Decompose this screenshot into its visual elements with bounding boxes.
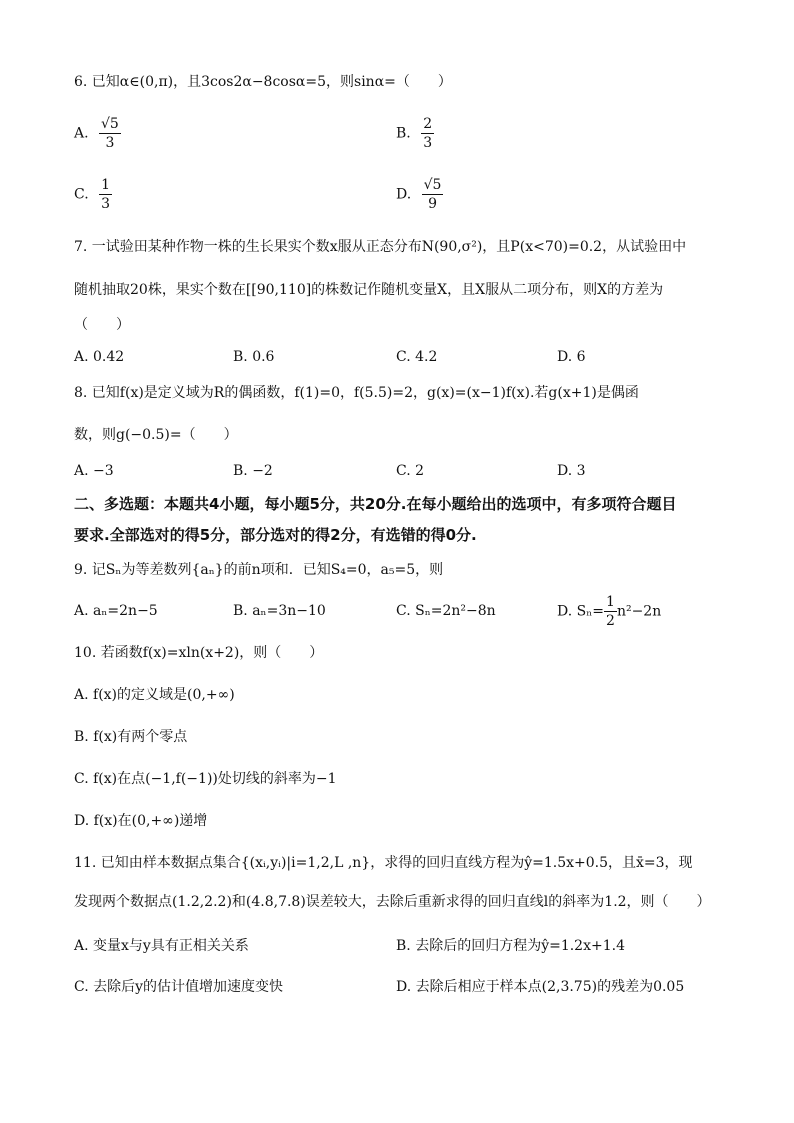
q7-line-2: 随机抽取20株，果实个数在[[90,110]的株数记作随机变量X，且X服从二项分布，则X的方差为 (74, 282, 664, 298)
denominator: 2 (606, 613, 615, 629)
fraction (604, 593, 617, 630)
section-header-line-2: 要求.全部选对的得5分，部分选对的得2分，有选错的得0分. (74, 526, 477, 544)
option-label: C. (74, 186, 89, 203)
numerator: √5 (101, 116, 119, 132)
q11-line-2: 发现两个数据点(1.2,2.2)和(4.8,7.8)误差较大，去除后重新求得的回归直线l的斜率为1.2，则（ ） (74, 894, 711, 910)
q8-option-d: D. 3 (557, 463, 586, 479)
fraction (421, 115, 434, 152)
q9-option-b: B. aₙ=3n−10 (233, 603, 326, 619)
q6-stem: 6. 已知α∈(0,π)，且3cos2α−8cosα=5，则sinα=（ ） (74, 74, 452, 90)
q9-option-d (557, 593, 661, 630)
numerator: 1 (606, 594, 615, 610)
q7-option-b: B. 0.6 (233, 349, 275, 365)
denominator: 3 (423, 135, 433, 151)
numerator: 1 (101, 177, 111, 193)
option-label: B. (396, 125, 411, 142)
q7-line-3: （ ） (74, 317, 130, 333)
option-label: A. (74, 125, 89, 142)
denominator: 3 (105, 135, 115, 151)
fraction (99, 115, 121, 152)
option-text: D. Sₙ= (557, 603, 605, 620)
q11-option-d: D. 去除后相应于样本点(2,3.75)的残差为0.05 (396, 979, 685, 995)
q10-option-b: B. f(x)有两个零点 (74, 729, 188, 745)
option-label: D. (396, 186, 412, 203)
q10-stem: 10. 若函数f(x)=xln(x+2)，则（ ） (74, 645, 324, 661)
q9-option-c: C. Sₙ=2n²−8n (396, 603, 496, 619)
numerator: 2 (423, 116, 433, 132)
numerator: √5 (423, 177, 442, 193)
denominator: 9 (428, 196, 438, 212)
q11-line-1: 11. 已知由样本数据点集合{(xᵢ,yᵢ)|i=1,2,L ,n}，求得的回归直线方程为ŷ=1.5x+0.5，且x̄=3，现 (74, 855, 693, 871)
q7-option-c: C. 4.2 (396, 349, 438, 365)
q8-option-c: C. 2 (396, 463, 425, 479)
fraction (99, 176, 112, 213)
q11-option-a: A. 变量x与y具有正相关关系 (74, 938, 249, 954)
q6-option-c (74, 176, 112, 213)
fraction (422, 176, 444, 213)
q10-option-c: C. f(x)在点(−1,f(−1))处切线的斜率为−1 (74, 771, 337, 787)
option-text: n²−2n (616, 603, 662, 620)
q9-stem: 9. 记Sₙ为等差数列{aₙ}的前n项和．已知S₄=0，a₅=5，则 (74, 562, 444, 578)
q8-line-2: 数，则g(−0.5)=（ ） (74, 427, 238, 443)
q7-line-1: 7. 一试验田某种作物一株的生长果实个数x服从正态分布N(90,σ²)，且P(x<70)=0.2，从试验田中 (74, 239, 687, 255)
q8-line-1: 8. 已知f(x)是定义域为R的偶函数，f(1)=0，f(5.5)=2，g(x)=(x−1)f(x).若g(x+1)是偶函 (74, 385, 639, 401)
q11-option-b: B. 去除后的回归方程为ŷ=1.2x+1.4 (396, 938, 625, 954)
section-header-line-1: 二、多选题：本题共4小题，每小题5分，共20分.在每小题给出的选项中，有多项符合题目 (74, 495, 677, 513)
q6-option-a (74, 115, 121, 152)
q10-option-d: D. f(x)在(0,+∞)递增 (74, 813, 208, 829)
q7-option-a: A. 0.42 (74, 349, 125, 365)
q11-option-c: C. 去除后y的估计值增加速度变快 (74, 979, 284, 995)
q8-option-b: B. −2 (233, 463, 273, 479)
q6-option-d (396, 176, 443, 213)
q10-option-a: A. f(x)的定义域是(0,+∞) (74, 687, 235, 703)
q8-option-a: A. −3 (74, 463, 114, 479)
q6-option-b (396, 115, 434, 152)
q7-option-d: D. 6 (557, 349, 586, 365)
q9-option-a: A. aₙ=2n−5 (74, 603, 158, 619)
denominator: 3 (101, 196, 111, 212)
